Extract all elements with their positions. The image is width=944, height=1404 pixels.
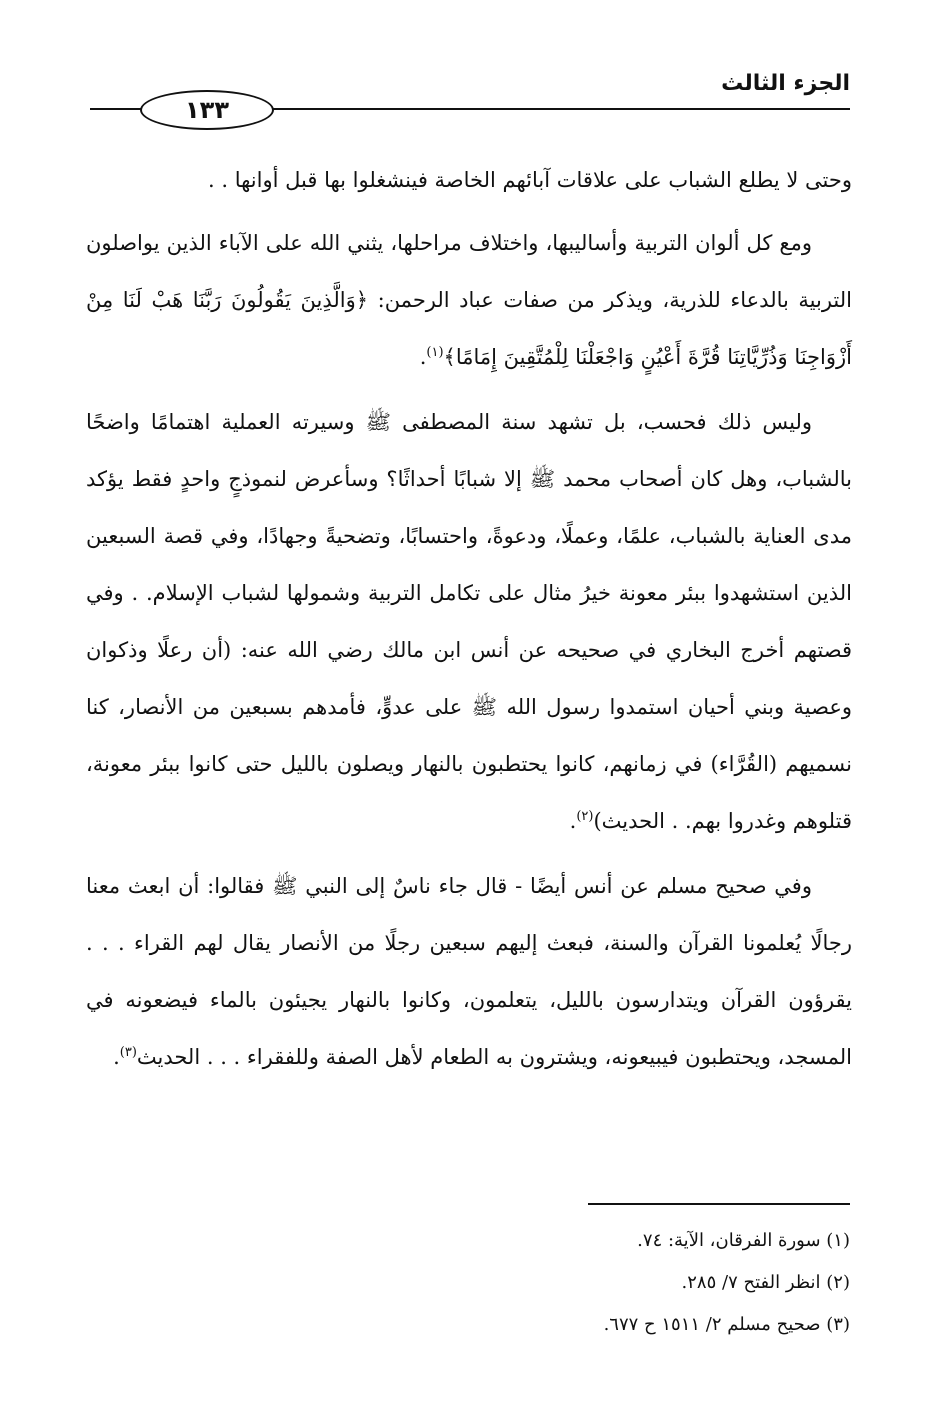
paragraph-4-text: وفي صحيح مسلم عن أنس أيضًا - قال جاء ناسٌ إلى النبي ﷺ فقالوا: أن ابعث معنا رجالًا يُعلمونا القرآن والسنة، فبعث إليهم سبعين رجلًا من الأنصار يقال لهم القراء . . . يقرؤون القرآن ويتدارسون بالليل، يتعلمون، وكانوا بالنهار يجيئون بالماء فيضعونه في المسجد، ويحتطبون فيبيعونه، ويشترون به الطعام لأهل الصفة وللفقراء . . . الحديث xyxy=(86,874,852,1069)
footnote-2: (٢) انظر الفتح ٧/ ٢٨٥. xyxy=(681,1272,850,1293)
paragraph-3-text: وليس ذلك فحسب، بل تشهد سنة المصطفى ﷺ وسيرته العملية اهتمامًا واضحًا بالشباب، وهل كان أصحاب محمد ﷺ إلا شبابًا أحداثًا؟ وسأعرض لنموذجٍ واحدٍ فقط يؤكد مدى العناية بالشباب، علمًا، وعملًا، ودعوةً، واحتسابًا، وتضحيةً وجهادًا، وفي قصة السبعين الذين استشهدوا ببئر معونة خيرُ مثال على تكامل التربية وشمولها لشباب الإسلام. . وفي قصتهم أخرج البخاري في صحيحه عن أنس ابن مالك رضي الله عنه: (أن رعلًا وذكوان وعصية وبني أحيان استمدوا رسول الله ﷺ على عدوٍّ، فأمدهم بسبعين من الأنصار، كنا نسميهم (القُرَّاء) في زمانهم، كانوا يحتطبون بالنهار ويصلون بالليل حتى كانوا ببئر معونة، قتلوهم وغدروا بهم. . الحديث) xyxy=(86,410,852,833)
quran-verse: ﴿وَالَّذِينَ يَقُولُونَ رَبَّنَا هَبْ لَنَا مِنْ أَزْوَاجِنَا وَذُرِّيَّاتِنَا قُرَّةَ أَعْيُنٍ وَاجْعَلْنَا لِلْمُتَّقِينَ إِمَامًا﴾ xyxy=(86,288,852,369)
footnote-3: (٣) صحيح مسلم ٢/ ١٥١١ ح ٦٧٧. xyxy=(603,1314,850,1335)
footnote-ref-3: (٣) xyxy=(119,1045,137,1060)
paragraph-3 xyxy=(86,394,852,850)
paragraph-2 xyxy=(86,215,852,386)
footnote-ref-1: (١) xyxy=(426,345,444,360)
footnote-separator xyxy=(588,1203,850,1205)
paragraph-1 xyxy=(86,152,852,209)
paragraph-1-text: وحتى لا يطلع الشباب على علاقات آبائهم الخاصة فينشغلوا بها قبل أوانها . . xyxy=(208,168,852,192)
page-number: ١٣٣ xyxy=(140,90,274,130)
end-period-1: . xyxy=(419,345,427,369)
running-title: الجزء الثالث xyxy=(721,71,850,96)
footnote-1: (١) سورة الفرقان، الآية: ٧٤. xyxy=(637,1230,850,1251)
footnotes xyxy=(150,1220,850,1346)
page-header xyxy=(90,64,850,124)
footnote-ref-2: (٢) xyxy=(576,809,594,824)
end-period-3: . xyxy=(113,1045,120,1069)
body-text xyxy=(86,152,852,1094)
paragraph-4 xyxy=(86,858,852,1086)
end-period-2: . xyxy=(569,809,577,833)
paragraph-2-text: ومع كل ألوان التربية وأساليبها، واختلاف مراحلها، يثني الله على الآباء الذين يواصلون التربية بالدعاء للذرية، ويذكر من صفات عباد الرحمن: xyxy=(86,231,852,312)
